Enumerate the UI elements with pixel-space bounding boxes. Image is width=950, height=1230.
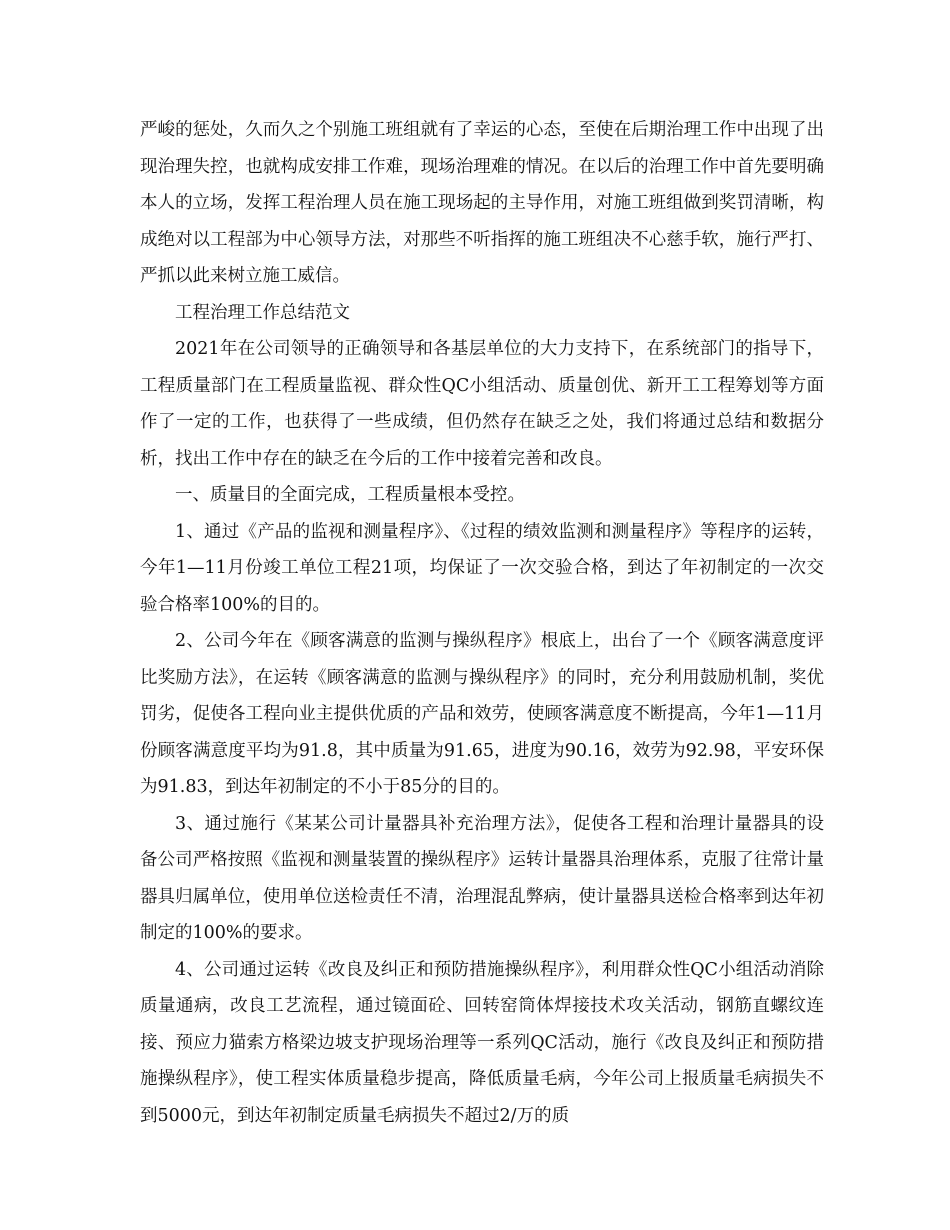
paragraph-item-2: 2、公司今年在《顾客满意的监测与操纵程序》根底上，出台了一个《顾客满意度评比奖励方法》，在运转《顾客满意的监测与操纵程序》的同时，充分利用鼓励机制，奖优罚劣，促使各工程向业主提供优质的产品和效劳，使顾客满意度不断提高，今年1—11月份顾客满意度平均为91.8，其中质量为91.65，进度为90.16，效劳为92.98，平安环保为91.83，到达年初制定的不小于85分的目的。 [140, 631, 824, 797]
paragraph-intro: 2021年在公司领导的正确领导和各基层单位的大力支持下，在系统部门的指导下，工程质量部门在工程质量监视、群众性QC小组活动、质量创优、新开工工程筹划等方面作了一定的工作，也获得了一些成绩，但仍然存在缺乏之处，我们将通过总结和数据分析，找出工作中存在的缺乏在今后的工作中接着完善和改良。 [140, 339, 824, 469]
paragraph-item-3: 3、通过施行《某某公司计量器具补充治理方法》，促使各工程和治理计量器具的设备公司严格按照《监视和测量装置的操纵程序》运转计量器具治理体系，克服了往常计量器具归属单位，使用单位送检责任不清，治理混乱弊病，使计量器具送检合格率到达年初制定的100%的要求。 [140, 813, 824, 943]
section-title-quality-goals: 一、质量目的全面完成，工程质量根本受控。 [175, 485, 525, 505]
paragraph-continuation: 严峻的惩处，久而久之个别施工班组就有了幸运的心态，至使在后期治理工作中出现了出现治理失控，也就构成安排工作难，现场治理难的情况。在以后的治理工作中首先要明确本人的立场，发挥工程治理人员在施工现场起的主导作用，对施工班组做到奖罚清晰，构成绝对以工程部为中心领导方法，对那些不听指挥的施工班组决不心慈手软，施行严打、严抓以此来树立施工威信。 [140, 120, 824, 286]
paragraph-item-4: 4、公司通过运转《改良及纠正和预防措施操纵程序》，利用群众性QC小组活动消除质量通病，改良工艺流程，通过镜面砼、回转窑筒体焊接技术攻关活动，钢筋直螺纹连接、预应力猫索方格梁边坡支护现场治理等一系列QC活动，施行《改良及纠正和预防措施操纵程序》，使工程实体质量稳步提高，降低质量毛病，今年公司上报质量毛病损失不到5000元，到达年初制定质量毛病损失不超过2/万的质 [140, 959, 824, 1126]
document-page [140, 112, 824, 1134]
paragraph-item-1: 1、通过《产品的监视和测量程序》、《过程的绩效监测和测量程序》等程序的运转，今年1—11月份竣工单位工程21项，均保证了一次交验合格，到达了年初制定的一次交验合格率100%的目的。 [140, 521, 824, 615]
section-heading: 工程治理工作总结范文 [175, 302, 350, 323]
